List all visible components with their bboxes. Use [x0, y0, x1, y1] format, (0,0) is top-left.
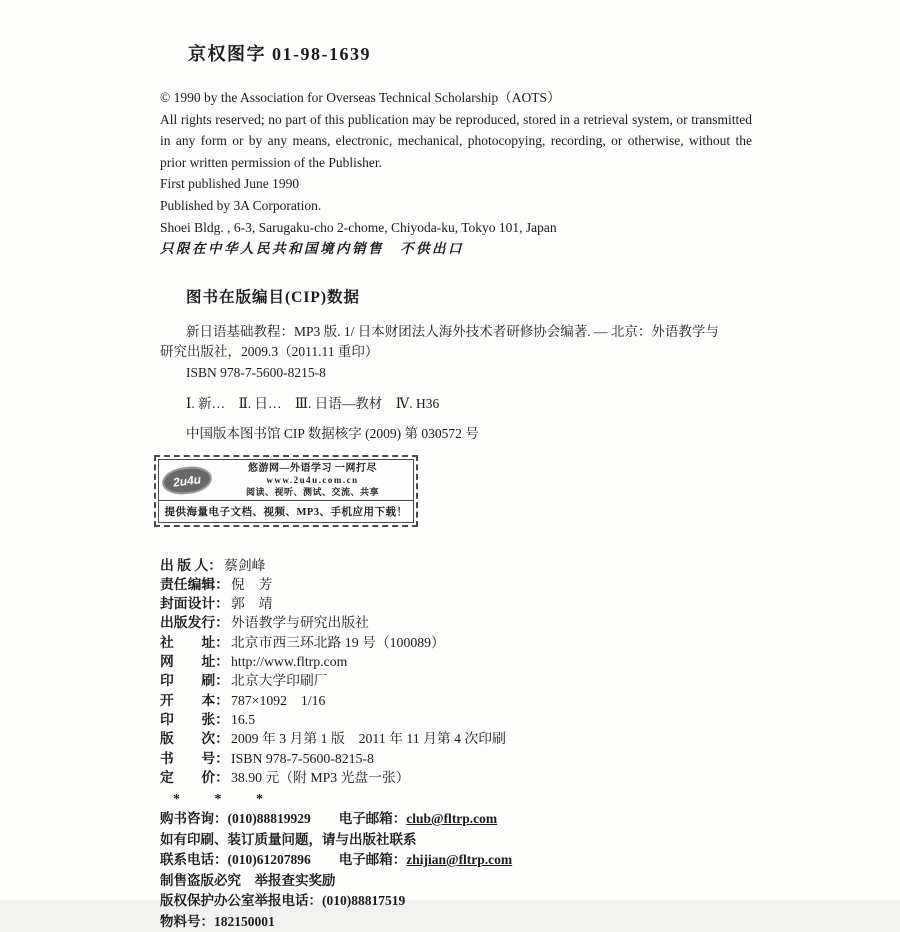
row-label: 网 址： [160, 654, 229, 670]
publisher-line: Published by 3A Corporation. [160, 197, 322, 213]
row-value: http://www.fltrp.com [230, 654, 348, 670]
promo-slogan: 悠游网—外语学习 一网打尽 [248, 462, 377, 474]
row-value: 倪 芳 [230, 576, 273, 592]
purchase-email: club@fltrp.com [406, 811, 498, 827]
spacer [311, 809, 339, 830]
registration-number: 京权图字 01-98-1639 [188, 44, 371, 64]
purchase-phone: 购书咨询：(010)88819929 [160, 811, 311, 827]
publication-row-isbn [160, 749, 752, 768]
copyright-office-line: 版权保护办公室举报电话：(010)88817519 [160, 893, 406, 909]
row-value: ISBN 978-7-5600-8215-8 [230, 750, 374, 766]
publication-row-format [160, 691, 752, 710]
contact-phone: 联系电话：(010)61207896 [160, 852, 311, 868]
page-content [160, 40, 752, 932]
material-number-line: 物料号：182150001 [160, 913, 275, 929]
row-label: 印 张： [160, 711, 229, 727]
promo-footer: 提供海量电子文档、视频、MP3、手机应用下载！ [164, 506, 408, 518]
row-label: 责任编辑： [160, 576, 229, 592]
cip-entry-line2: 研究出版社，2009.3（2011.11 重印） [160, 344, 379, 360]
promo-text [217, 463, 408, 499]
publication-row-editor [160, 575, 752, 594]
publication-row-publisher [160, 613, 752, 632]
row-value: 外语教学与研究出版社 [230, 615, 369, 631]
publisher-address-line: Shoei Bldg. , 6-3, Sarugaku-cho 2-chome, Chiyoda-ku, Tokyo 101, Japan [160, 219, 557, 235]
copyright-body: All rights reserved; no part of this publication may be reproduced, stored in a retrieval system, or transmitted in any form or by any means, electronic, mechanical, photocopying, recording, or otherwise, without the prior written permission of the Publisher. [160, 111, 752, 170]
row-label: 封面设计： [160, 596, 229, 612]
sales-restriction-line: 只限在中华人民共和国境内销售 不供出口 [160, 241, 464, 257]
publication-row-printer [160, 671, 752, 690]
contact-line [160, 850, 752, 871]
row-label: 出 版 人： [160, 557, 223, 573]
contact-email-label: 电子邮箱： [338, 852, 407, 868]
row-value: 16.5 [230, 711, 256, 727]
contact-email: zhijian@fltrp.com [406, 852, 513, 868]
contact-info [160, 809, 752, 932]
row-label: 出版发行： [160, 615, 229, 631]
purchase-email-label: 电子邮箱： [338, 811, 407, 827]
cip-entry-line1: 新日语基础教程：MP3 版. 1/ 日本财团法人海外技术者研修协会编著. — 北京：外语教学与 [186, 323, 719, 339]
promo-box-inner [158, 459, 414, 523]
row-label: 开 本： [160, 692, 229, 708]
copyright-notice: © 1990 by the Association for Overseas Technical Scholarship（AOTS） [160, 90, 561, 105]
promo-url: www.2u4u.com.cn [266, 475, 359, 486]
row-label: 社 址： [160, 634, 229, 650]
cip-isbn: ISBN 978-7-5600-8215-8 [186, 364, 326, 380]
publication-row-cover-design [160, 594, 752, 613]
purchase-line [160, 809, 752, 830]
row-value: 蔡剑峰 [224, 557, 266, 573]
row-label: 书 号： [160, 750, 229, 766]
cip-entry [160, 322, 752, 384]
row-value: 北京大学印刷厂 [230, 673, 328, 689]
publication-row-sheets [160, 710, 752, 729]
cip-record-number: 中国版本图书馆 CIP 数据核字 (2009) 第 030572 号 [186, 425, 479, 441]
publication-row-price [160, 768, 752, 787]
row-value: 2009 年 3 月第 1 版 2011 年 11 月第 4 次印刷 [230, 731, 506, 747]
row-label: 版 次： [160, 731, 229, 747]
row-label: 定 价： [160, 769, 229, 785]
publication-row-website [160, 652, 752, 671]
anti-piracy-line: 制售盗版必究 举报查实奖励 [160, 872, 336, 888]
promo-box-top [159, 460, 413, 502]
2u4u-logo-icon: 2u4u [163, 466, 211, 494]
row-value: 北京市西三环北路 19 号（100089） [230, 634, 445, 650]
publication-row-publisher-person [160, 556, 752, 575]
publication-row-edition [160, 729, 752, 748]
promo-features: 阅读、视听、测试、交流、共享 [245, 487, 379, 498]
first-published-line: First published June 1990 [160, 176, 300, 192]
copyright-block [160, 87, 752, 260]
publication-row-address [160, 633, 752, 652]
row-value: 787×1092 1/16 [230, 692, 326, 708]
row-value: 郭 靖 [230, 596, 273, 612]
promo-box [154, 455, 418, 527]
cip-classification: Ⅰ. 新… Ⅱ. 日… Ⅲ. 日语—教材 Ⅳ. H36 [186, 395, 440, 411]
row-value: 38.90 元（附 MP3 光盘一张） [230, 769, 410, 785]
spacer [311, 850, 339, 871]
publication-info [160, 556, 752, 788]
separator-asterisks: * * * [173, 792, 263, 808]
quality-notice-line: 如有印刷、装订质量问题，请与出版社联系 [160, 831, 417, 847]
row-label: 印 刷： [160, 673, 229, 689]
cip-heading: 图书在版编目(CIP)数据 [186, 288, 361, 306]
